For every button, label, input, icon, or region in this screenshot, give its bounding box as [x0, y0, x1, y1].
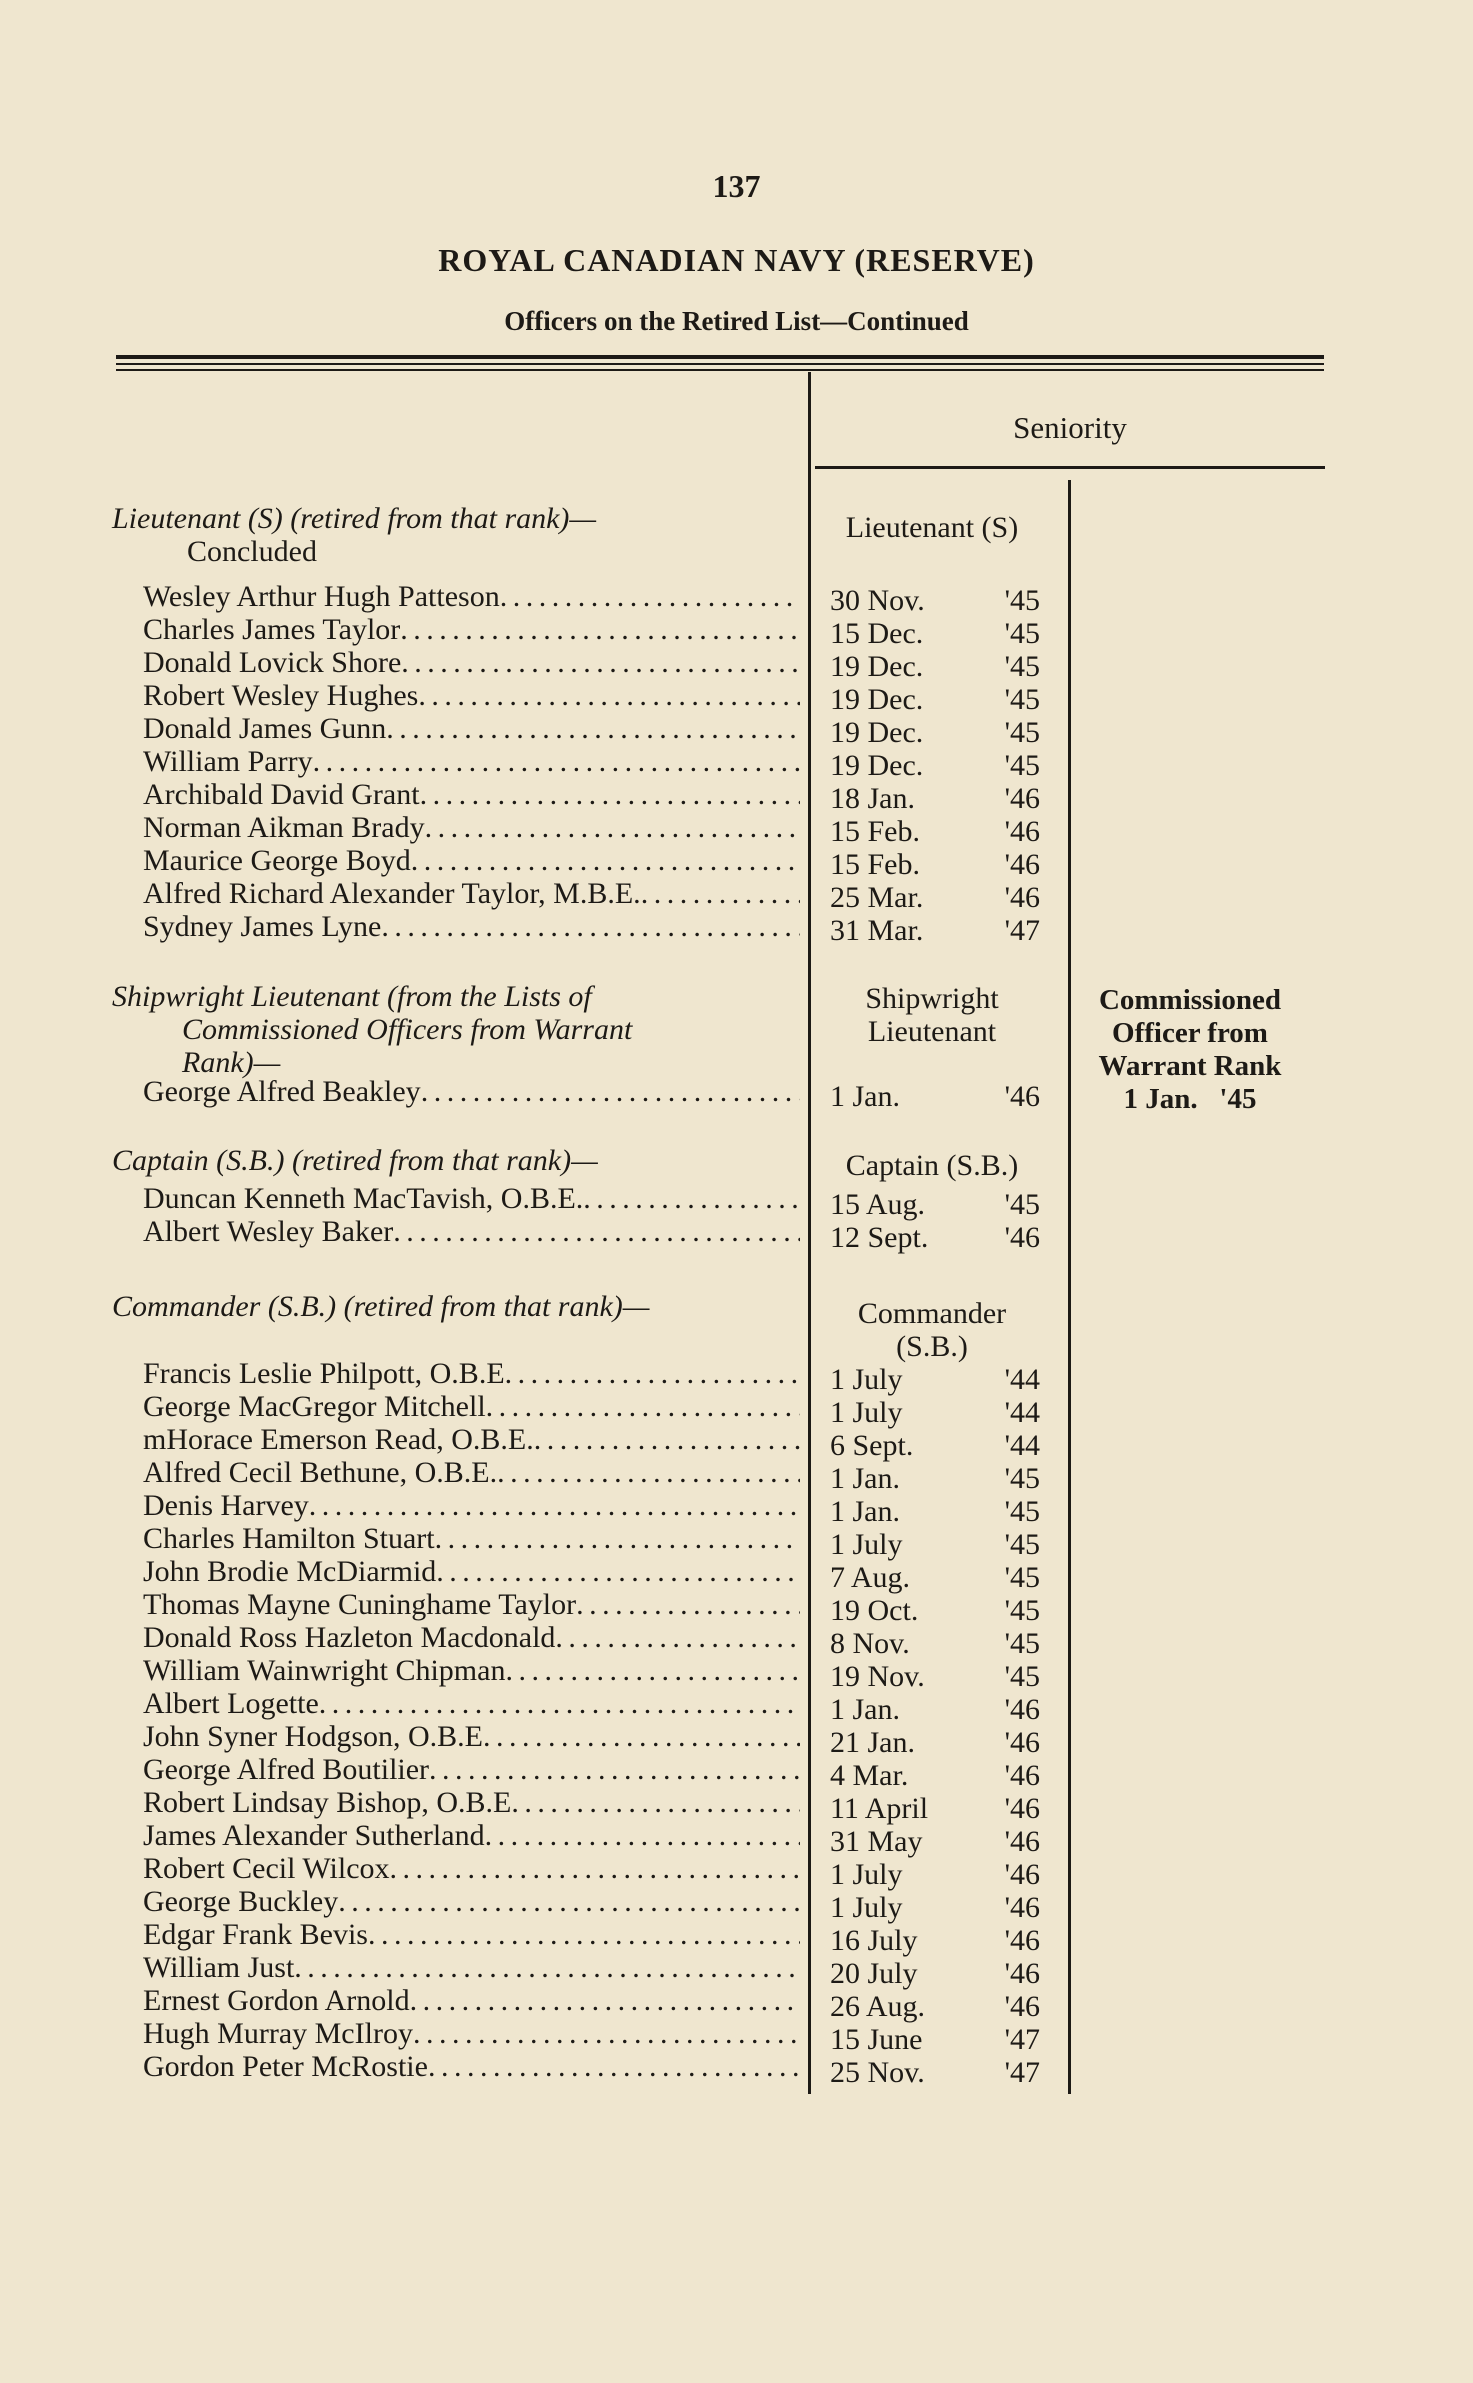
list-item — [143, 1654, 800, 1687]
list-item — [143, 1753, 800, 1786]
list-item — [143, 1075, 800, 1108]
officer-name: Denis Harvey — [143, 1489, 309, 1522]
leader-dots — [418, 679, 800, 712]
seniority-year: '46 — [1004, 1825, 1040, 1858]
list-item — [143, 1852, 800, 1885]
seniority-date-row — [830, 1495, 1040, 1528]
seniority-date: 19 Dec. — [830, 683, 924, 716]
names-list-commander-sb — [143, 1357, 800, 2083]
seniority-date: 19 Nov. — [830, 1660, 925, 1693]
seniority-date: 15 Dec. — [830, 617, 924, 650]
list-item — [143, 811, 800, 844]
officer-name: Maurice George Boyd — [143, 844, 411, 877]
third-year: '45 — [1219, 1083, 1257, 1115]
officer-name: William Just — [143, 1951, 295, 1984]
seniority-year: '46 — [1004, 1792, 1040, 1825]
list-item — [143, 844, 800, 877]
names-list-captain-sb — [143, 1182, 800, 1248]
seniority-date: 1 July — [830, 1528, 903, 1561]
dates-list-lieutenant-s — [830, 584, 1040, 947]
leader-dots — [534, 1423, 800, 1456]
dates-list-shipwright — [830, 1080, 1040, 1113]
seniority-header: Seniority — [1013, 410, 1127, 445]
seniority-date: 31 Mar. — [830, 914, 924, 947]
officer-name: James Alexander Sutherland — [143, 1819, 485, 1852]
heading-line-2: Commissioned Officers from Warrant — [182, 1013, 633, 1046]
rank-line-2: Lieutenant — [867, 1015, 997, 1048]
officer-name: Ernest Gordon Arnold — [143, 1984, 410, 2017]
leader-dots — [500, 580, 800, 613]
seniority-date: 19 Oct. — [830, 1594, 919, 1627]
officer-name: Hugh Murray McIlroy — [143, 2017, 413, 2050]
officer-name: Archibald David Grant — [143, 778, 420, 811]
seniority-date: 1 Jan. — [830, 1693, 900, 1726]
seniority-date: 1 Jan. — [830, 1495, 900, 1528]
seniority-year: '44 — [1004, 1396, 1040, 1429]
seniority-date: 30 Nov. — [830, 584, 925, 617]
officer-name: Francis Leslie Philpott, O.B.E — [143, 1357, 505, 1390]
list-item — [143, 1588, 800, 1621]
leader-dots — [381, 910, 800, 943]
seniority-year: '46 — [1004, 1221, 1040, 1254]
officer-name: Alfred Richard Alexander Taylor, M.B.E. — [143, 877, 641, 910]
officer-name: George Buckley — [143, 1885, 339, 1918]
seniority-date-row — [830, 749, 1040, 782]
seniority-date-row — [830, 1080, 1040, 1113]
list-item — [143, 1390, 800, 1423]
seniority-year: '47 — [1004, 914, 1040, 947]
dates-list-captain-sb — [830, 1188, 1040, 1254]
heading-text: Lieutenant (S) (retired from that rank)— — [112, 502, 597, 535]
seniority-year: '45 — [1004, 650, 1040, 683]
rank-label-lieutenant-s: Lieutenant (S) — [845, 511, 1019, 544]
seniority-date-row — [830, 848, 1040, 881]
leader-dots — [309, 1489, 800, 1522]
third-date: 1 Jan. — [1123, 1083, 1198, 1115]
commissioned-officer-column — [1060, 984, 1320, 1116]
seniority-date-row — [830, 1924, 1040, 1957]
officer-name: Gordon Peter McRostie — [143, 2050, 428, 2083]
seniority-date: 6 Sept. — [830, 1429, 914, 1462]
leader-dots — [435, 1522, 800, 1555]
officer-name: George Alfred Beakley — [143, 1075, 421, 1108]
list-item — [143, 1885, 800, 1918]
rank-label-captain-sb: Captain (S.B.) — [845, 1149, 1019, 1182]
section-heading-captain-sb — [112, 1144, 802, 1177]
seniority-year: '46 — [1004, 1693, 1040, 1726]
officer-name: Robert Wesley Hughes — [143, 679, 419, 712]
list-item — [143, 778, 800, 811]
seniority-year: '45 — [1004, 1627, 1040, 1660]
section-heading-commander-sb — [112, 1290, 802, 1323]
seniority-date-row — [830, 1221, 1040, 1254]
list-item — [143, 2017, 800, 2050]
seniority-date: 16 July — [830, 1924, 918, 1957]
seniority-date: 20 July — [830, 1957, 918, 1990]
rank-line-2: (S.B.) — [896, 1330, 968, 1363]
list-item — [143, 1522, 800, 1555]
seniority-date: 21 Jan. — [830, 1726, 915, 1759]
seniority-date-row — [830, 1792, 1040, 1825]
leader-dots — [411, 844, 800, 877]
seniority-rule — [815, 466, 1325, 469]
seniority-date: 4 Mar. — [830, 1759, 909, 1792]
seniority-date-row — [830, 782, 1040, 815]
seniority-year: '45 — [1004, 1495, 1040, 1528]
seniority-date-row — [830, 1858, 1040, 1891]
rank-line-1: Shipwright — [865, 982, 999, 1015]
list-item — [143, 1687, 800, 1720]
seniority-date: 8 Nov. — [830, 1627, 910, 1660]
list-item — [143, 613, 800, 646]
heading-line-1: Shipwright Lieutenant (from the Lists of — [112, 980, 592, 1013]
third-line-3: Warrant Rank — [1098, 1050, 1282, 1082]
leader-dots — [386, 712, 800, 745]
leader-dots — [555, 1621, 800, 1654]
seniority-year: '45 — [1004, 1561, 1040, 1594]
officer-name: William Parry — [143, 745, 313, 778]
list-item — [143, 1720, 800, 1753]
list-item — [143, 1621, 800, 1654]
seniority-year: '44 — [1004, 1363, 1040, 1396]
seniority-date-row — [830, 1759, 1040, 1792]
officer-name: Robert Lindsay Bishop, O.B.E — [143, 1786, 512, 1819]
column-divider-seniority — [1068, 480, 1071, 2094]
list-item — [143, 1423, 800, 1456]
officer-name: John Syner Hodgson, O.B.E — [143, 1720, 484, 1753]
names-list-shipwright — [143, 1075, 800, 1108]
seniority-date-row — [830, 1188, 1040, 1221]
seniority-date-row — [830, 683, 1040, 716]
seniority-date-row — [830, 1594, 1040, 1627]
list-item — [143, 1951, 800, 1984]
seniority-date: 31 May — [830, 1825, 923, 1858]
seniority-year: '45 — [1004, 584, 1040, 617]
seniority-date: 19 Dec. — [830, 749, 924, 782]
seniority-year: '47 — [1004, 2056, 1040, 2089]
leader-dots — [583, 1182, 800, 1215]
seniority-date: 15 Aug. — [830, 1188, 926, 1221]
officer-name: Edgar Frank Bevis — [143, 1918, 368, 1951]
seniority-date-row — [830, 617, 1040, 650]
seniority-date-row — [830, 1990, 1040, 2023]
seniority-date-row — [830, 1561, 1040, 1594]
leader-dots — [421, 1075, 800, 1108]
seniority-date-row — [830, 1462, 1040, 1495]
seniority-year: '45 — [1004, 617, 1040, 650]
top-rule-thin — [116, 363, 1324, 365]
seniority-year: '46 — [1004, 1858, 1040, 1891]
seniority-year: '45 — [1004, 1660, 1040, 1693]
leader-dots — [483, 1720, 800, 1753]
officer-name: Alfred Cecil Bethune, O.B.E. — [143, 1456, 498, 1489]
list-item — [143, 1182, 800, 1215]
list-item — [143, 745, 800, 778]
seniority-year: '46 — [1004, 782, 1040, 815]
rank-line-1: Commander — [857, 1297, 1007, 1330]
seniority-date: 19 Dec. — [830, 716, 924, 749]
leader-dots — [425, 811, 800, 844]
officer-name: Sydney James Lyne — [143, 910, 382, 943]
heading-text: Captain (S.B.) (retired from that rank)— — [112, 1144, 598, 1177]
officer-name: Robert Cecil Wilcox — [143, 1852, 390, 1885]
seniority-date: 1 Jan. — [830, 1462, 900, 1495]
seniority-year: '45 — [1004, 1594, 1040, 1627]
officer-name: George MacGregor Mitchell — [143, 1390, 486, 1423]
seniority-date: 15 Feb. — [830, 815, 920, 848]
list-item — [143, 2050, 800, 2083]
leader-dots — [505, 1357, 800, 1390]
list-item — [143, 1215, 800, 1248]
list-item — [143, 646, 800, 679]
column-divider-main — [808, 372, 811, 2094]
seniority-year: '46 — [1004, 848, 1040, 881]
seniority-date: 12 Sept. — [830, 1221, 929, 1254]
seniority-year: '44 — [1004, 1429, 1040, 1462]
seniority-date: 1 July — [830, 1858, 903, 1891]
list-item — [143, 679, 800, 712]
seniority-year: '46 — [1004, 1990, 1040, 2023]
leader-dots — [429, 1753, 800, 1786]
leader-dots — [413, 2017, 800, 2050]
seniority-year: '46 — [1004, 1957, 1040, 1990]
leader-dots — [486, 1390, 800, 1423]
seniority-year: '46 — [1004, 1891, 1040, 1924]
seniority-date: 7 Aug. — [830, 1561, 911, 1594]
seniority-year: '46 — [1004, 1924, 1040, 1957]
seniority-year: '46 — [1004, 881, 1040, 914]
leader-dots — [390, 1852, 800, 1885]
seniority-year: '45 — [1004, 1188, 1040, 1221]
seniority-date: 25 Mar. — [830, 881, 924, 914]
seniority-date-row — [830, 1363, 1040, 1396]
list-item — [143, 1918, 800, 1951]
officer-name: Thomas Mayne Cuninghame Taylor — [143, 1588, 577, 1621]
list-item — [143, 1555, 800, 1588]
seniority-date-row — [830, 1429, 1040, 1462]
seniority-date-row — [830, 1825, 1040, 1858]
seniority-date-row — [830, 1660, 1040, 1693]
officer-name: William Wainwright Chipman — [143, 1654, 506, 1687]
seniority-date: 1 Jan. — [830, 1080, 900, 1113]
seniority-date-row — [830, 584, 1040, 617]
leader-dots — [576, 1588, 800, 1621]
officer-name: Donald Ross Hazleton Macdonald — [143, 1621, 556, 1654]
seniority-year: '45 — [1004, 683, 1040, 716]
seniority-date: 15 Feb. — [830, 848, 920, 881]
officer-name: Charles Hamilton Stuart — [143, 1522, 435, 1555]
seniority-date-row — [830, 716, 1040, 749]
officer-name: John Brodie McDiarmid — [143, 1555, 437, 1588]
leader-dots — [485, 1819, 800, 1852]
section-heading-shipwright — [112, 980, 802, 1079]
heading-continued: Concluded — [187, 535, 317, 568]
heading-text: Commander (S.B.) (retired from that rank)— — [112, 1290, 650, 1323]
leader-dots — [319, 1687, 800, 1720]
rank-label-shipwright — [812, 982, 1052, 1048]
seniority-date-row — [830, 650, 1040, 683]
leader-dots — [511, 1786, 800, 1819]
leader-dots — [313, 745, 800, 778]
seniority-date: 26 Aug. — [830, 1990, 926, 2023]
seniority-date: 19 Dec. — [830, 650, 924, 683]
seniority-date-row — [830, 1396, 1040, 1429]
seniority-year: '45 — [1004, 1462, 1040, 1495]
list-item — [143, 877, 800, 910]
page-title: ROYAL CANADIAN NAVY (RESERVE) — [438, 242, 1035, 278]
top-rule-thick — [116, 355, 1324, 359]
leader-dots — [497, 1456, 800, 1489]
seniority-date-row — [830, 1957, 1040, 1990]
seniority-date-row — [830, 914, 1040, 947]
officer-name: Norman Aikman Brady — [143, 811, 425, 844]
seniority-year: '45 — [1004, 1528, 1040, 1561]
page-subtitle: Officers on the Retired List—Continued — [504, 306, 969, 336]
leader-dots — [401, 646, 800, 679]
list-item — [143, 1984, 800, 2017]
list-item — [143, 1819, 800, 1852]
officer-name: Duncan Kenneth MacTavish, O.B.E. — [143, 1182, 584, 1215]
seniority-year: '46 — [1004, 815, 1040, 848]
seniority-year: '46 — [1004, 1726, 1040, 1759]
list-item — [143, 1357, 800, 1390]
seniority-date: 18 Jan. — [830, 782, 915, 815]
heading-line-3: Rank)— — [182, 1046, 281, 1079]
leader-dots — [400, 613, 800, 646]
page-number: 137 — [712, 168, 761, 204]
seniority-date: 11 April — [830, 1792, 929, 1825]
officer-name: George Alfred Boutilier — [143, 1753, 430, 1786]
officer-name: mHorace Emerson Read, O.B.E. — [143, 1423, 534, 1456]
list-item — [143, 712, 800, 745]
names-list-lieutenant-s — [143, 580, 800, 943]
leader-dots — [420, 778, 800, 811]
officer-name: Albert Wesley Baker — [143, 1215, 394, 1248]
seniority-date: 1 July — [830, 1363, 903, 1396]
seniority-date-row — [830, 2023, 1040, 2056]
section-heading-lieutenant-s — [112, 502, 802, 568]
leader-dots — [393, 1215, 800, 1248]
list-item — [143, 1786, 800, 1819]
list-item — [143, 1489, 800, 1522]
list-item — [143, 1456, 800, 1489]
seniority-date: 25 Nov. — [830, 2056, 925, 2089]
officer-name: Wesley Arthur Hugh Patteson — [143, 580, 500, 613]
list-item — [143, 580, 800, 613]
seniority-date: 1 July — [830, 1396, 903, 1429]
seniority-year: '45 — [1004, 749, 1040, 782]
leader-dots — [338, 1885, 800, 1918]
officer-name: Donald James Gunn — [143, 712, 387, 745]
leader-dots — [505, 1654, 800, 1687]
seniority-year: '45 — [1004, 716, 1040, 749]
leader-dots — [641, 877, 800, 910]
leader-dots — [294, 1951, 800, 1984]
rank-label-commander-sb — [812, 1297, 1052, 1363]
seniority-date-row — [830, 2056, 1040, 2089]
dates-list-commander-sb — [830, 1363, 1040, 2089]
seniority-date-row — [830, 1627, 1040, 1660]
seniority-date-row — [830, 1726, 1040, 1759]
seniority-date-row — [830, 1693, 1040, 1726]
seniority-date: 1 July — [830, 1891, 903, 1924]
top-rule-thin-2 — [116, 369, 1324, 371]
officer-name: Donald Lovick Shore — [143, 646, 402, 679]
seniority-date-row — [830, 1528, 1040, 1561]
seniority-date-row — [830, 881, 1040, 914]
seniority-year: '46 — [1004, 1759, 1040, 1792]
list-item — [143, 910, 800, 943]
leader-dots — [410, 1984, 800, 2017]
seniority-year: '47 — [1004, 2023, 1040, 2056]
seniority-date: 15 June — [830, 2023, 923, 2056]
seniority-year: '46 — [1004, 1080, 1040, 1113]
third-line-2: Officer from — [1112, 1017, 1268, 1049]
seniority-date-row — [830, 815, 1040, 848]
leader-dots — [428, 2050, 800, 2083]
officer-name: Albert Logette — [143, 1687, 319, 1720]
leader-dots — [436, 1555, 800, 1588]
seniority-date-row — [830, 1891, 1040, 1924]
third-line-1: Commissioned — [1098, 984, 1282, 1016]
leader-dots — [368, 1918, 800, 1951]
officer-name: Charles James Taylor — [143, 613, 401, 646]
